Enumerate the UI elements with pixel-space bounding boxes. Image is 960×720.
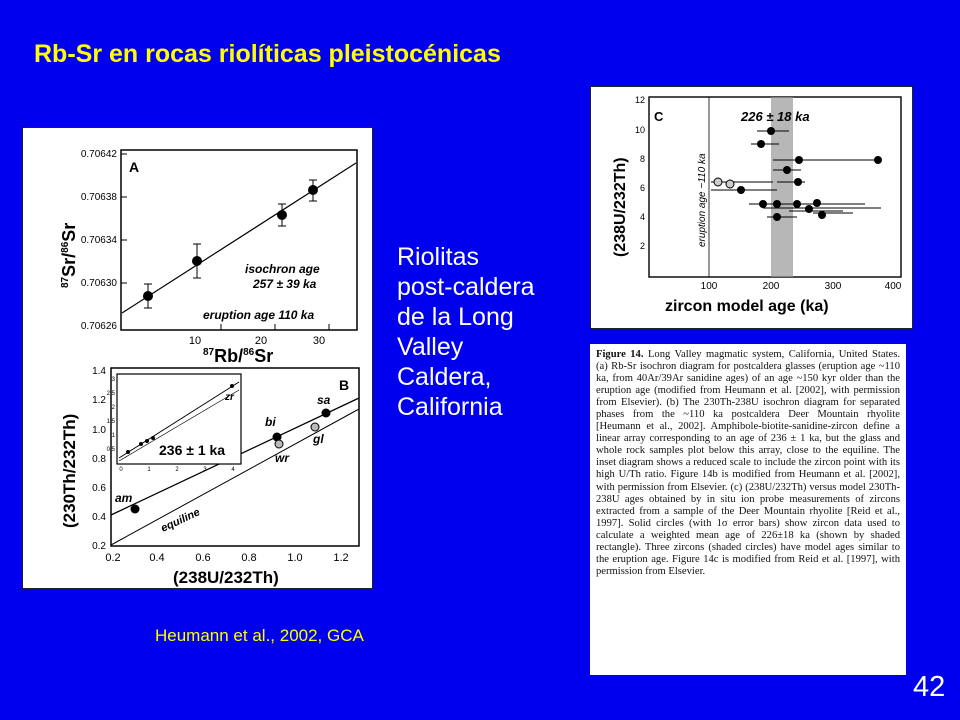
svg-text:2: 2	[175, 467, 179, 473]
svg-text:1.4: 1.4	[92, 366, 106, 377]
svg-text:2: 2	[639, 241, 645, 251]
point-wr	[275, 440, 283, 448]
side-text	[397, 242, 535, 422]
a-ytick: 0.70634	[80, 235, 117, 246]
svg-text:1.2: 1.2	[333, 552, 349, 564]
side-text-line: California	[397, 393, 503, 421]
svg-text:1: 1	[111, 433, 115, 439]
a-xtick: 30	[312, 335, 326, 347]
side-text-line: Caldera,	[397, 363, 492, 391]
svg-text:200: 200	[762, 281, 780, 292]
svg-text:6: 6	[639, 183, 645, 193]
plot-b-xlabel: (238U/232Th)	[173, 568, 279, 587]
side-text-line: Valley	[397, 333, 464, 361]
a-ytick: 0.70630	[80, 278, 117, 289]
point-sa	[322, 409, 331, 418]
svg-text:bi: bi	[265, 415, 276, 429]
plot-c-ylabel: (238U/232Th)	[612, 157, 629, 257]
data-point	[193, 257, 202, 266]
svg-text:300: 300	[824, 281, 842, 292]
svg-text:gl: gl	[313, 432, 324, 446]
svg-text:eruption age 110 ka: eruption age 110 ka	[203, 308, 315, 322]
citation: Heumann et al., 2002, GCA	[155, 626, 364, 645]
svg-text:0.6: 0.6	[195, 552, 211, 564]
svg-text:400: 400	[884, 281, 902, 292]
point-am	[131, 505, 140, 514]
svg-text:2.5: 2.5	[106, 391, 115, 397]
inset-age-label: 236 ± 1 ka	[159, 442, 226, 458]
figure-c-svg	[591, 87, 912, 328]
svg-text:0: 0	[119, 467, 123, 473]
a-ytick: 0.70626	[80, 321, 117, 332]
plot-a-xlabel: $^{87}$Rb/$^{86}$Sr	[203, 346, 274, 366]
plot-a-annotations	[203, 262, 320, 322]
svg-text:am: am	[115, 491, 133, 505]
svg-text:1.0: 1.0	[287, 552, 303, 564]
svg-text:0.2: 0.2	[92, 541, 106, 552]
point-gl	[311, 423, 319, 431]
svg-text:0.4: 0.4	[149, 552, 165, 564]
side-text-line: Riolitas	[397, 243, 479, 271]
plot-b-yticks	[92, 366, 106, 552]
svg-text:wr: wr	[275, 451, 290, 465]
slide-title: Rb-Sr en rocas riolíticas pleistocénicas	[34, 40, 501, 68]
svg-text:4: 4	[639, 212, 645, 222]
figure-ab-panel	[22, 127, 373, 589]
svg-text:1.5: 1.5	[106, 419, 115, 425]
svg-text:0.5: 0.5	[106, 447, 115, 453]
plot-c-xlabel: zircon model age (ka)	[665, 298, 829, 315]
eruption-age-label: eruption age ~110 ka	[697, 153, 708, 247]
inset-point-zr	[230, 384, 234, 388]
svg-text:257 ± 39 ka: 257 ± 39 ka	[253, 277, 317, 291]
mean-age-band	[771, 97, 793, 277]
svg-text:0.6: 0.6	[92, 483, 106, 494]
svg-text:0.8: 0.8	[241, 552, 257, 564]
svg-text:87Sr/86Sr: $^{87}$Sr/$^{86}$Sr	[59, 222, 79, 288]
svg-text:3: 3	[111, 377, 115, 383]
plot-a-yticks	[81, 149, 118, 332]
svg-text:0.4: 0.4	[92, 512, 106, 523]
svg-text:2: 2	[111, 405, 115, 411]
equiline-label: equiline	[159, 506, 202, 535]
svg-text:1.2: 1.2	[92, 395, 106, 406]
plot-b-ylabel: (230Th/232Th)	[60, 413, 79, 528]
inset-xticks	[119, 467, 235, 473]
a-ytick: 0.70638	[80, 192, 117, 203]
plot-c-yticks	[635, 95, 645, 251]
slide-number: 42	[913, 671, 946, 703]
side-text-line: de la Long	[397, 303, 514, 331]
data-point	[309, 186, 318, 195]
a-xtick: 10	[188, 335, 202, 347]
plot-c-points	[714, 127, 882, 221]
a-xtick: 20	[254, 335, 268, 347]
svg-text:1.0: 1.0	[92, 425, 106, 436]
svg-text:zr: zr	[225, 392, 234, 403]
figure-caption	[590, 344, 906, 675]
svg-text:12: 12	[634, 95, 645, 105]
svg-text:sa: sa	[317, 393, 331, 407]
svg-text:0.2: 0.2	[105, 552, 121, 564]
caption-text: Long Valley magmatic system, California, United States. (a) Rb-Sr isochron diagram for postcaldera glasses (eruption age ~110 ka, from 40Ar/39Ar sanidine ages) of an age ~150 kyr older than the eruption age (modified from Heumann et al. [2002], with permission from Elsevier). (b) The 230Th-238U isochron diagram for separated phases from the ~110 ka postcaldera Deer Mountain rhyolite [Heumann et al., 2002]. Amphibole-biotite-sanidine-zircon define a linear array corresponding to an age of 236 ± 1 ka, but the glass and whole rock samples plot below this array, close to the equiline. The inset diagram shows a reduced scale to include the zircon point with its high U/Th ratio. Figure 14b is modified from Heumann et al. [2002], with permission from Elsevier. (c) (238U/232Th) versus model 230Th-238U ages obtained by in situ ion probe measurements of zircons extracted from a sample of the Deer Mountain rhyolite [Reid et al., 1997]. Solid circles (with 1σ error bars) show zircon data used to calculate a weighted mean age of 226±18 ka (shown by shaded rectangle). Three zircons (shaded circles) have model ages similar to the eruption age. Figure 14c is modified from Reid et al. [1997], with permission from Elsevier.	[596, 349, 900, 577]
caption-figure-number: Figure 14.	[596, 349, 644, 360]
plot-a-ylabel	[59, 223, 79, 288]
svg-text:3: 3	[203, 467, 207, 473]
figure-c-panel	[590, 86, 913, 329]
plot-c-label: C	[654, 109, 664, 124]
svg-text:isochron age: isochron age	[245, 262, 320, 276]
svg-text:0.8: 0.8	[92, 454, 106, 465]
svg-text:8: 8	[639, 154, 645, 164]
svg-text:100: 100	[700, 281, 718, 292]
isochron-line	[122, 163, 356, 313]
data-point	[144, 292, 153, 301]
plot-a-label: A	[129, 159, 140, 175]
a-ytick: 0.70642	[80, 149, 117, 160]
plot-b-label: B	[339, 377, 350, 393]
plot-c-xticks	[701, 281, 902, 292]
plot-b-xticks	[105, 552, 348, 564]
svg-text:4: 4	[231, 467, 235, 473]
figure-ab-svg	[23, 128, 372, 588]
plot-a-frame	[121, 150, 357, 330]
data-point	[278, 211, 287, 220]
side-text-line: post-caldera	[397, 273, 535, 301]
mean-age-label: 226 ± 18 ka	[741, 109, 810, 124]
svg-text:10: 10	[634, 125, 645, 135]
svg-text:1: 1	[147, 467, 151, 473]
